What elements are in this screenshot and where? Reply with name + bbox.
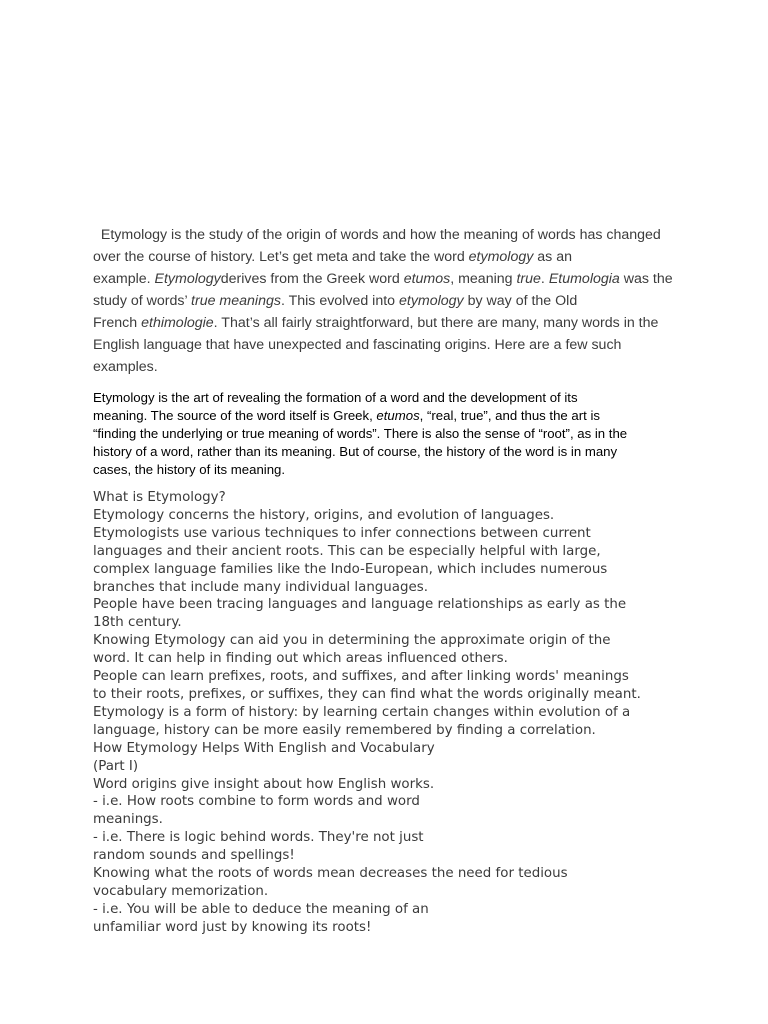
intro-line-3 bbox=[93, 268, 683, 290]
notes-line: random sounds and spellings! bbox=[93, 848, 295, 864]
notes-line: branches that include many individual languages. bbox=[93, 579, 428, 595]
intro-text: was the bbox=[619, 271, 673, 287]
intro-italic-term: etymology bbox=[468, 249, 534, 265]
intro-italic-term: true meanings bbox=[191, 293, 281, 309]
notes-line: complex language families like the Indo-European, which includes numerous bbox=[93, 561, 608, 577]
notes-line: Knowing what the roots of words mean decreases the need for tedious bbox=[93, 866, 568, 882]
intro-italic-term: true bbox=[516, 271, 541, 287]
definition-line-2 bbox=[93, 407, 683, 425]
intro-italic-term: etymology bbox=[398, 293, 464, 309]
definition-paragraph bbox=[93, 389, 683, 479]
definition-line-4: history of a word, rather than its meaning. But of course, the history of the word is in many bbox=[93, 444, 618, 459]
intro-italic-term: Etymology bbox=[154, 271, 221, 287]
intro-text: Etymology is the study of the origin of words and how the meaning of words has changed bbox=[93, 227, 661, 243]
intro-line-7: examples. bbox=[93, 359, 158, 375]
notes-subheading: How Etymology Helps With English and Vocabulary bbox=[93, 740, 435, 756]
notes-line: People have been tracing languages and language relationships as early as the bbox=[93, 597, 627, 613]
intro-text: over the course of history. Let’s get meta and take the word bbox=[93, 249, 469, 265]
definition-italic-term: etumos bbox=[376, 408, 420, 423]
intro-italic-term: ethimologie bbox=[141, 315, 214, 331]
intro-text: study of words’ bbox=[93, 293, 192, 309]
notes-line: Etymologists use various techniques to infer connections between current bbox=[93, 525, 591, 541]
intro-text: derives from the Greek word bbox=[220, 271, 404, 287]
notes-bullet-line: - i.e. You will be able to deduce the meaning of an bbox=[93, 901, 429, 917]
notes-heading: What is Etymology? bbox=[93, 490, 226, 505]
notes-line: languages and their ancient roots. This can be especially helpful with large, bbox=[93, 543, 601, 559]
intro-text: . That’s all fairly straightforward, but there are many, many words in the bbox=[213, 315, 659, 331]
intro-text: by way of the Old bbox=[463, 293, 578, 309]
definition-line-5: cases, the history of its meaning. bbox=[93, 462, 286, 477]
notes-subheading-part: (Part I) bbox=[93, 758, 139, 774]
intro-italic-term: Etumologia bbox=[548, 271, 620, 287]
intro-line-1 bbox=[93, 224, 683, 246]
etymology-notes-section bbox=[93, 489, 683, 937]
notes-line: Etymology is a form of history: by learning certain changes within evolution of a bbox=[93, 704, 631, 720]
intro-line-6: English language that have unexpected and fascinating origins. Here are a few such bbox=[93, 337, 622, 353]
notes-line: language, history can be more easily remembered by finding a correlation. bbox=[93, 722, 596, 738]
intro-line-5 bbox=[93, 312, 683, 334]
notes-line: vocabulary memorization. bbox=[93, 883, 269, 899]
definition-line-3: “finding the underlying or true meaning of words”. There is also the sense of “root”, as in the bbox=[93, 426, 628, 441]
notes-line: Knowing Etymology can aid you in determining the approximate origin of the bbox=[93, 633, 611, 649]
notes-line: meanings. bbox=[93, 812, 163, 828]
intro-text: . bbox=[540, 271, 549, 287]
intro-text: French bbox=[93, 315, 142, 331]
notes-line: 18th century. bbox=[93, 615, 182, 631]
intro-line-2 bbox=[93, 246, 683, 268]
intro-italic-term: etumos bbox=[403, 271, 451, 287]
intro-text: , meaning bbox=[450, 271, 517, 287]
notes-bullet-line: - i.e. There is logic behind words. They're not just bbox=[93, 830, 424, 846]
definition-text: , “real, true”, and thus the art is bbox=[419, 408, 600, 423]
definition-line-1: Etymology is the art of revealing the formation of a word and the development of its bbox=[93, 390, 578, 405]
notes-line: unfamiliar word just by knowing its roots! bbox=[93, 919, 372, 935]
intro-paragraph bbox=[93, 224, 683, 378]
intro-text: as an bbox=[533, 249, 572, 265]
notes-line: Etymology concerns the history, origins, and evolution of languages. bbox=[93, 507, 555, 523]
notes-bullet-line: - i.e. How roots combine to form words and word bbox=[93, 794, 420, 810]
notes-line: People can learn prefixes, roots, and suffixes, and after linking words' meanings bbox=[93, 669, 629, 685]
notes-line: to their roots, prefixes, or suffixes, they can find what the words originally meant. bbox=[93, 686, 641, 702]
intro-line-4 bbox=[93, 290, 683, 312]
definition-text: meaning. The source of the word itself is Greek, bbox=[93, 408, 377, 423]
notes-line: Word origins give insight about how English works. bbox=[93, 776, 435, 792]
intro-text: example. bbox=[93, 271, 155, 287]
notes-line: word. It can help in finding out which areas influenced others. bbox=[93, 651, 508, 667]
intro-text: . This evolved into bbox=[280, 293, 399, 309]
